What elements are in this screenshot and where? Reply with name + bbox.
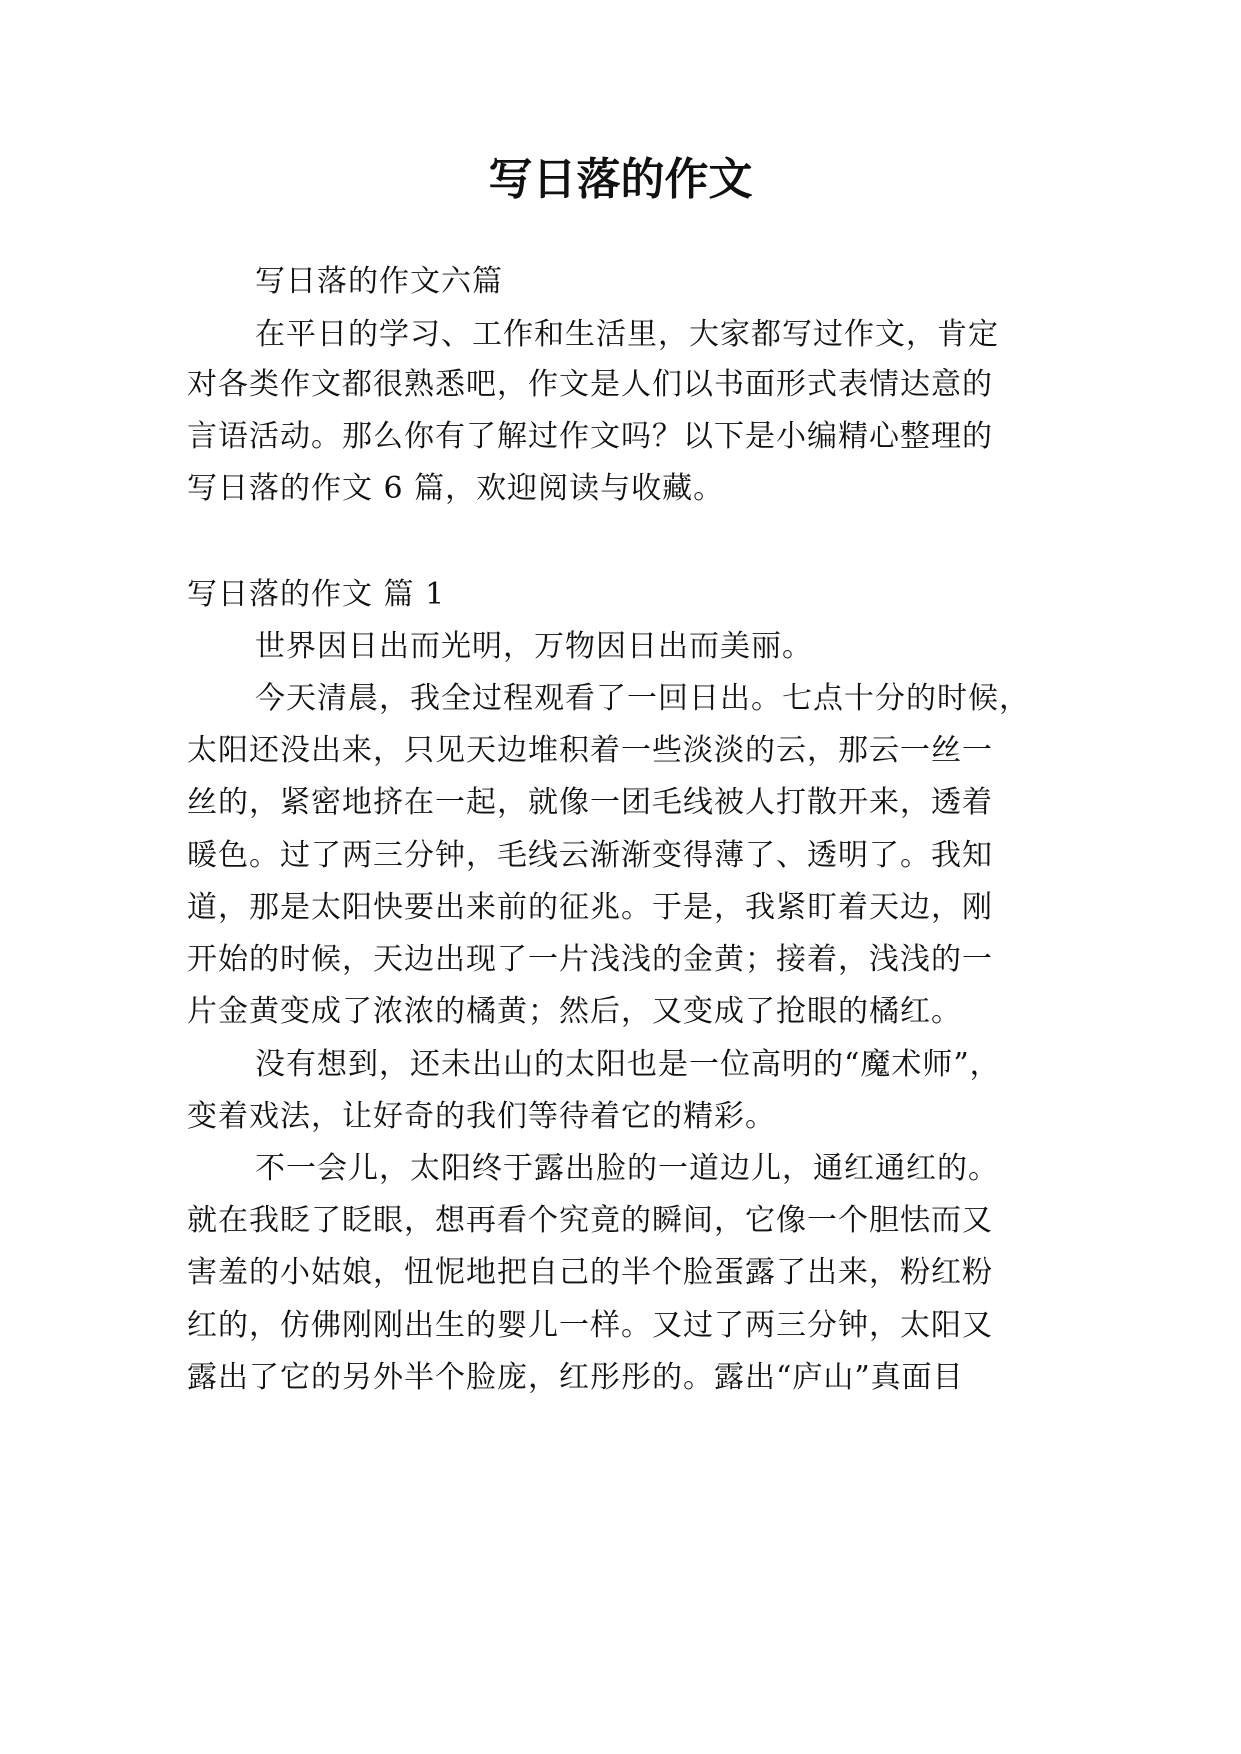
paragraph-line: 言语活动。那么你有了解过作文吗？以下是小编精心整理的 xyxy=(187,419,993,454)
section-heading: 写日落的作文 篇 1 xyxy=(187,577,446,612)
paragraph-line: 不一会儿，太阳终于露出脸的一道边儿，通红通红的。 xyxy=(255,1151,999,1186)
subtitle-line: 写日落的作文六篇 xyxy=(255,264,503,299)
paragraph-line: 害羞的小姑娘，忸怩地把自己的半个脸蛋露了出来，粉红粉 xyxy=(187,1255,993,1290)
paragraph-line: 世界因日出而光明，万物因日出而美丽。 xyxy=(255,629,813,664)
paragraph-line: 对各类作文都很熟悉吧，作文是人们以书面形式表情达意的 xyxy=(187,367,993,402)
paragraph-line: 露出了它的另外半个脸庞，红彤彤的。露出“庐山”真面目 xyxy=(187,1360,964,1395)
paragraph-line: 道，那是太阳快要出来前的征兆。于是，我紧盯着天边，刚 xyxy=(187,890,993,925)
document-title: 写日落的作文 xyxy=(488,154,753,205)
paragraph-line: 就在我眨了眨眼，想再看个究竟的瞬间，它像一个胆怯而又 xyxy=(187,1203,993,1238)
paragraph-line: 开始的时候，天边出现了一片浅浅的金黄；接着，浅浅的一 xyxy=(187,942,993,977)
paragraph-line: 在平日的学习、工作和生活里，大家都写过作文，肯定 xyxy=(255,317,999,352)
paragraph-line: 红的，仿佛刚刚出生的婴儿一样。又过了两三分钟，太阳又 xyxy=(187,1308,993,1343)
paragraph-line: 没有想到，还未出山的太阳也是一位高明的“魔术师”， xyxy=(255,1047,1001,1082)
paragraph-line: 丝的，紧密地挤在一起，就像一团毛线被人打散开来，透着 xyxy=(187,785,993,820)
paragraph-line: 暖色。过了两三分钟，毛线云渐渐变得薄了、透明了。我知 xyxy=(187,838,993,873)
paragraph-line: 片金黄变成了浓浓的橘黄；然后，又变成了抢眼的橘红。 xyxy=(187,994,962,1029)
paragraph-line: 变着戏法，让好奇的我们等待着它的精彩。 xyxy=(187,1099,776,1134)
paragraph-line: 今天清晨，我全过程观看了一回日出。七点十分的时候， xyxy=(255,681,1030,716)
paragraph-line: 写日落的作文 6 篇，欢迎阅读与收藏。 xyxy=(187,471,725,506)
paragraph-line: 太阳还没出来，只见天边堆积着一些淡淡的云，那云一丝一 xyxy=(187,733,993,768)
